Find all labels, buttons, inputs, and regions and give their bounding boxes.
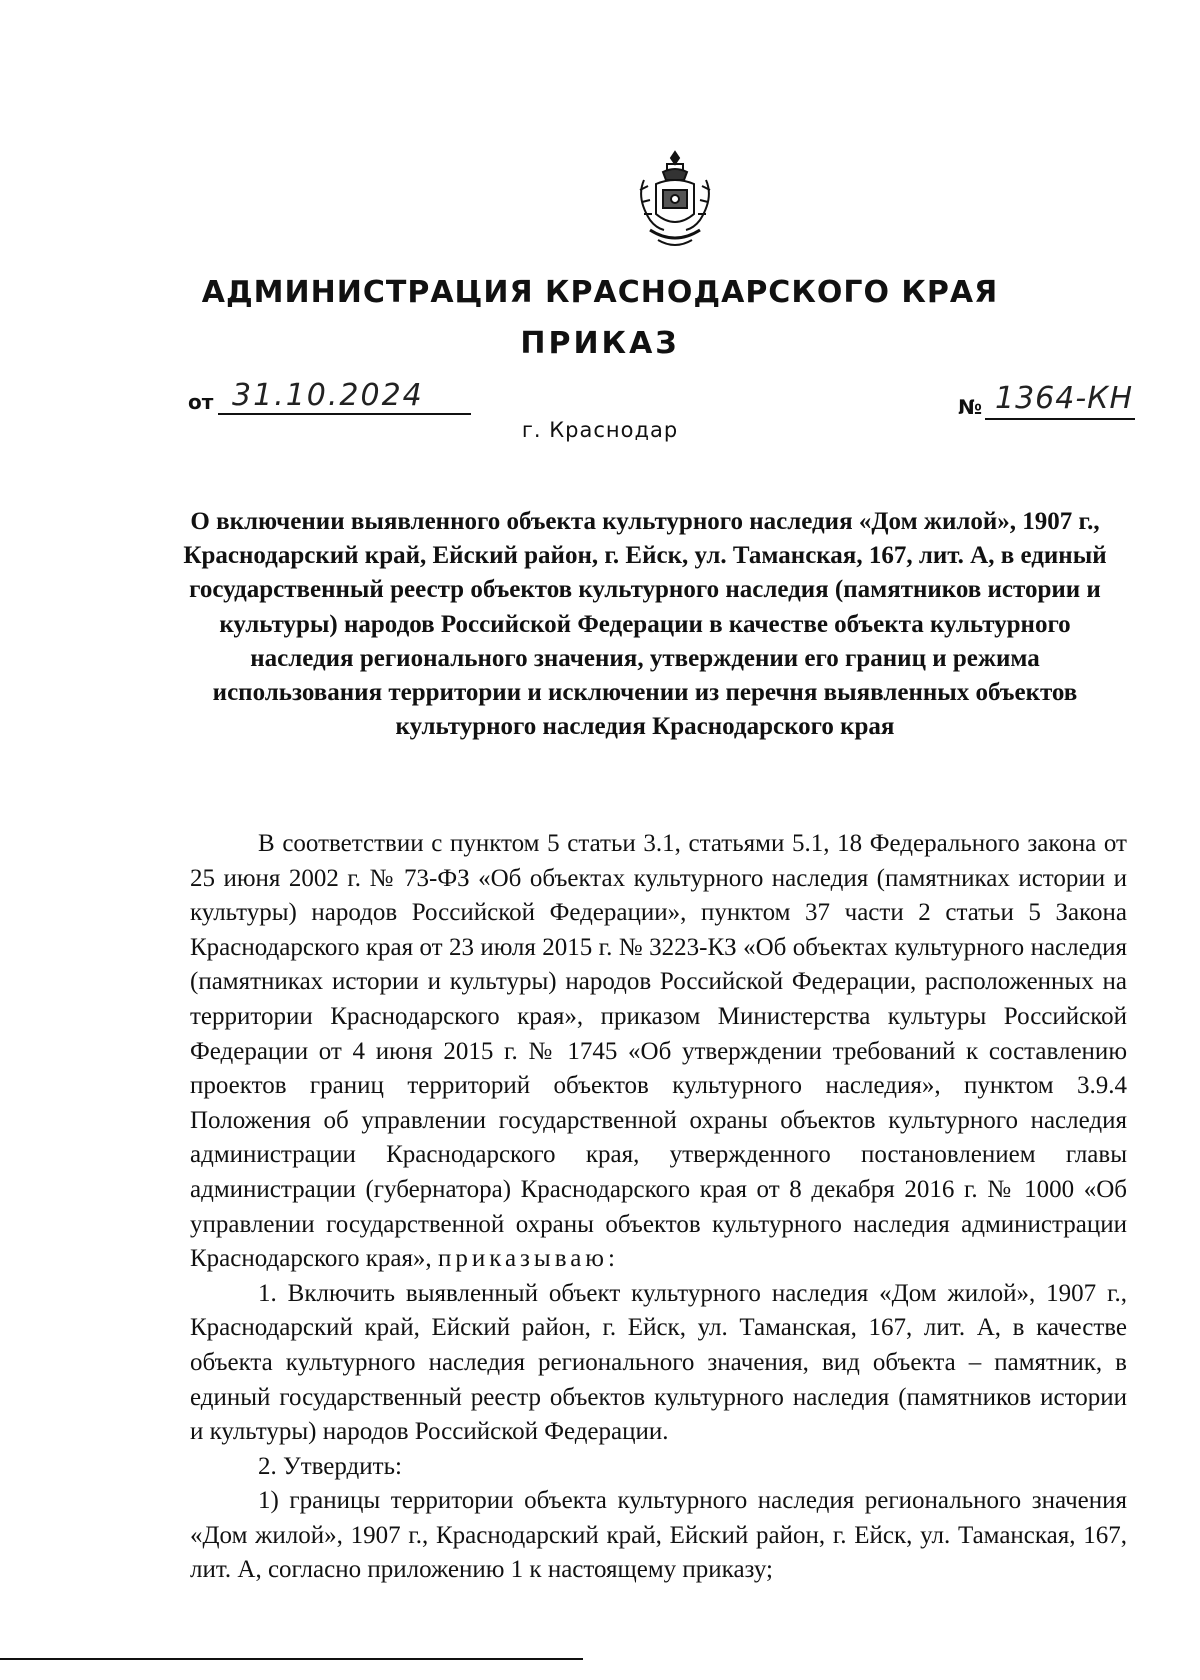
item-2: 2. Утвердить: xyxy=(258,1452,402,1480)
number-block xyxy=(958,395,982,419)
krasnodar-coat-of-arms-icon xyxy=(636,150,714,252)
document-type: ПРИКАЗ xyxy=(520,326,680,361)
document-title: О включении выявленного объекта культурного наследия «Дом жилой», 1907 г., Краснодарский край, Ейский район, г. Ейск, ул. Таманская, 167, лит. А, в единый государственный реестр объектов культурного наследия (памятников истории и культуры) народов Российской Федерации в качестве объекта культурного наследия регионального значения, утверждении его границ и режима использования территории и исключении из перечня выявленных объектов культурного наследия Краснодарского края xyxy=(183,508,1107,741)
document-body xyxy=(190,827,1127,1588)
item-1: 1. Включить выявленный объект культурного наследия «Дом жилой», 1907 г., Краснодарский край, Ейский район, г. Ейск, ул. Таманская, 167, лит. А, в качестве объекта культурного наследия регионального значения, вид объекта – памятник, в единый государственный реестр объектов культурного наследия (памятников истории и культуры) народов Российской Федерации. xyxy=(190,1279,1127,1446)
date-block xyxy=(188,390,219,420)
footnote-separator xyxy=(0,1658,583,1660)
date-value: 31.10.2024 xyxy=(232,378,424,413)
number-label: № xyxy=(958,395,983,419)
order-word: приказываю: xyxy=(437,1245,619,1273)
preamble-paragraph xyxy=(190,827,1127,1277)
date-label: от xyxy=(188,390,214,414)
item-2-1: 1) границы территории объекта культурного наследия регионального значения «Дом жилой», 1907 г., Краснодарский край, Ейский район, г. Ейск, ул. Таманская, 167, лит. А, согласно приложению 1 к настоящему приказу; xyxy=(190,1487,1127,1584)
date-underline xyxy=(218,413,471,415)
number-value: 1364-КН xyxy=(995,381,1134,416)
organization-name: АДМИНИСТРАЦИЯ КРАСНОДАРСКОГО КРАЯ xyxy=(201,275,999,310)
city: г. Краснодар xyxy=(521,418,679,442)
preamble-text: В соответствии с пунктом 5 статьи 3.1, статьями 5.1, 18 Федерального закона от 25 июня 2002 г. № 73-ФЗ «Об объектах культурного наследия (памятниках истории и культуры) народов Российской Федерации», пунктом 37 части 2 статьи 5 Закона Краснодарского края от 23 июля 2015 г. № 3223-КЗ «Об объектах культурного наследия (памятниках истории и культуры) народов Российской Федерации, расположенных на территории Краснодарского края», приказом Министерства культуры Российской Федерации от 4 июня 2015 г. № 1745 «Об утверждении требований к составлению проектов границ территорий объектов культурного наследия», пунктом 3.9.4 Положения об управлении государственной охраны объектов культурного наследия администрации Краснодарского края, утвержденного постановлением главы администрации (губернатора) Краснодарского края от 8 декабря 2016 г. № 1000 «Об управлении государственной охраны объектов культурного наследия администрации Краснодарского края», xyxy=(190,830,1127,1273)
